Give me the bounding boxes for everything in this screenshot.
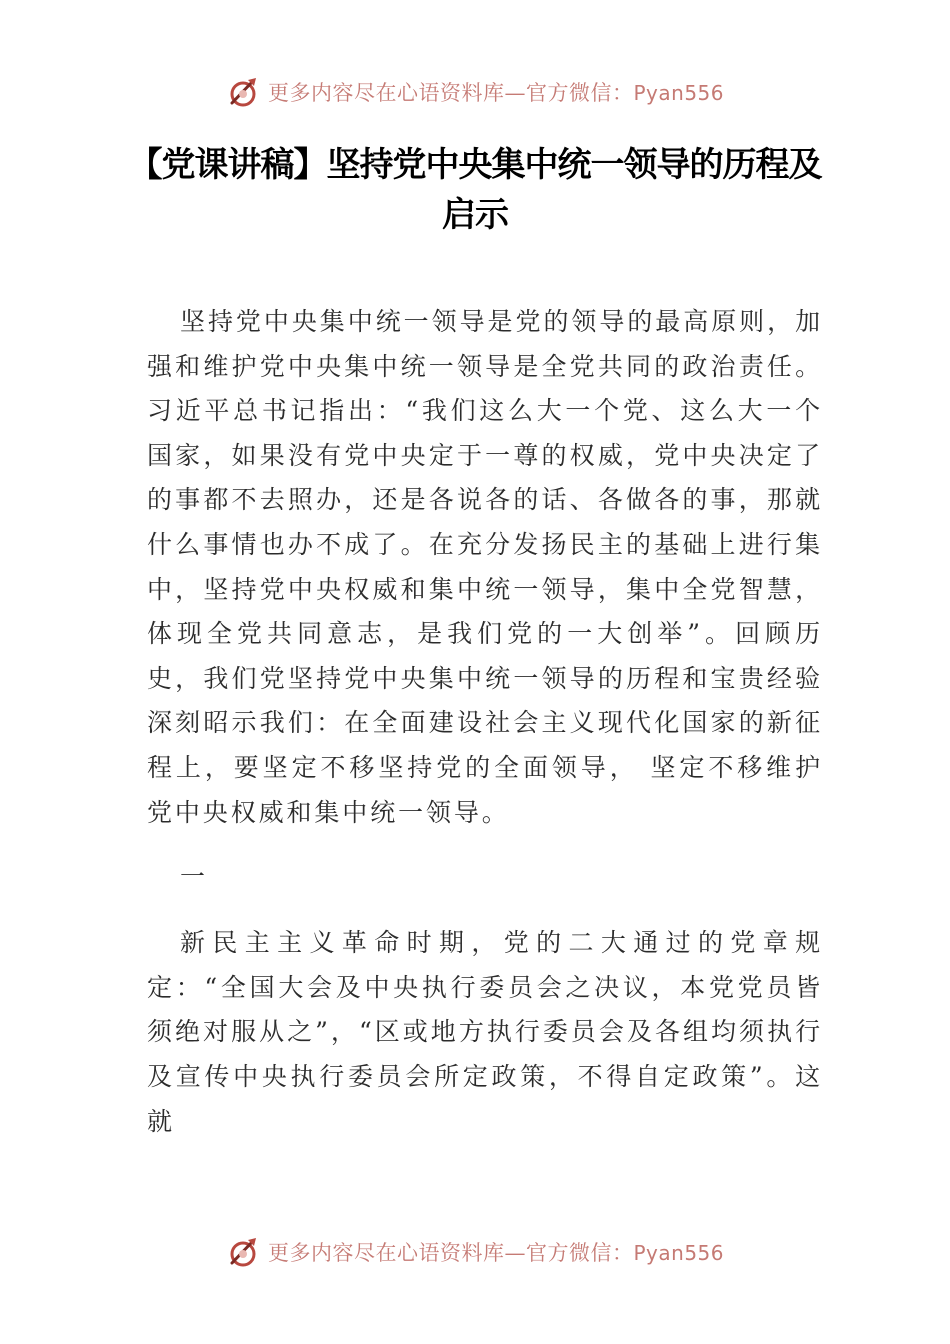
footer-watermark [0,1232,950,1272]
watermark-text [268,77,724,107]
logo-icon [226,1235,260,1269]
watermark-text-cn: 更多内容尽在心语资料库—官方微信： [267,81,634,105]
watermark-wechat-id: Pyan556 [633,81,724,105]
document-body [147,300,823,1144]
logo-icon [226,75,260,109]
header-watermark [0,72,950,112]
paragraph: 坚持党中央集中统一领导是党的领导的最高原则，加强和维护党中央集中统一领导是全党共同的政治责任。习近平总书记指出：“我们这么大一个党、这么大一个国家，如果没有党中央定于一尊的权威，党中央决定了的事都不去照办，还是各说各的话、各做各的事，那就什么事情也办不成了。在充分发扬民主的基础上进行集中，坚持党中央权威和集中统一领导，集中全党智慧，体现全党共同意志，是我们党的一大创举”。回顾历史，我们党坚持党中央集中统一领导的历程和宝贵经验深刻昭示我们：在全面建设社会主义现代化国家的新征程上，要坚定不移坚持党的全面领导， 坚定不移维护党中央权威和集中统一领导。 [147,307,823,827]
document-title: 【党课讲稿】坚持党中央集中统一领导的历程及启示 [128,145,822,235]
watermark-wechat-id: Pyan556 [633,1241,724,1265]
section-number: 一 [180,862,206,892]
paragraph: 新民主主义革命时期，党的二大通过的党章规定：“全国大会及中央执行委员会之决议，本党党员皆须绝对服从之”，“区或地方执行委员会及各组均须执行及宣传中央执行委员会所定政策，不得自定政策”。这就 [147,928,823,1136]
watermark-text-cn: 更多内容尽在心语资料库—官方微信： [267,1241,634,1265]
watermark-text [268,1237,724,1267]
